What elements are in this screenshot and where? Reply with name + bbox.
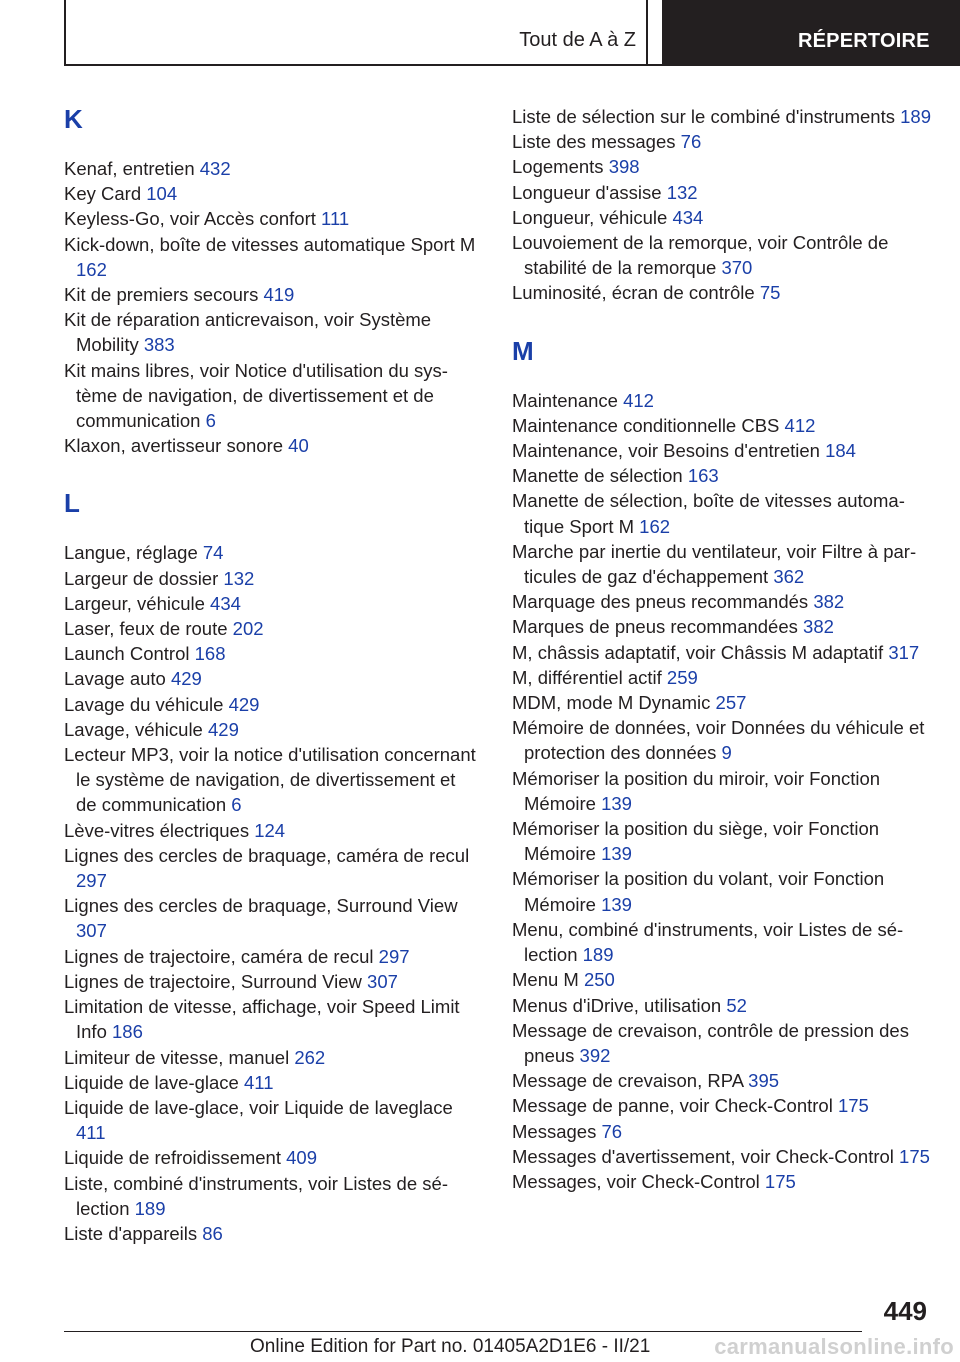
- index-entry-text: Liquide de refroidissement: [64, 1147, 281, 1169]
- index-entry-text: Lève-vitres électriques: [64, 819, 250, 841]
- index-entry: [512, 205, 932, 230]
- page-link[interactable]: 429: [228, 693, 260, 715]
- index-entry-text: Mémoriser la position du volant, voir Fonction Mémoire: [512, 868, 885, 915]
- watermark-logo: carmanualsonline.info: [714, 1334, 954, 1359]
- index-column-left: [64, 104, 478, 1246]
- index-entry-text: Liste des messages: [512, 131, 676, 153]
- index-entry-text: Marques de pneus recommandées: [512, 616, 798, 638]
- index-entry: [64, 818, 478, 843]
- page-link[interactable]: 139: [601, 792, 632, 814]
- index-entry-text: Lignes de trajectoire, Surround View: [64, 970, 362, 992]
- index-entry-text: Longueur, véhicule: [512, 206, 668, 228]
- index-entry-text: Marquage des pneus recommandés: [512, 591, 809, 613]
- index-entry: [64, 843, 478, 893]
- index-entry: [512, 715, 932, 765]
- section-letter-k: K: [64, 104, 83, 134]
- index-entry-text: Liste d'appareils: [64, 1222, 198, 1244]
- page-link[interactable]: 162: [639, 515, 671, 537]
- tab-repertoire[interactable]: RÉPERTOIRE: [662, 0, 960, 66]
- page-link[interactable]: 317: [888, 641, 920, 663]
- index-entry-text: Messages: [512, 1120, 597, 1142]
- page-link[interactable]: 111: [321, 208, 350, 230]
- index-entry-text: Liste, combiné d'instruments, voir Listes de sélection: [64, 1172, 448, 1219]
- index-entry: [512, 154, 932, 179]
- page-link[interactable]: 382: [813, 591, 845, 613]
- index-entry: [64, 1145, 478, 1170]
- page-link[interactable]: 132: [666, 181, 698, 203]
- index-entry: [512, 967, 932, 992]
- index-entry-text: MDM, mode M Dynamic: [512, 692, 711, 714]
- index-entry: [512, 104, 932, 129]
- index-entry: [64, 156, 478, 181]
- index-entry: [64, 944, 478, 969]
- page-link[interactable]: 370: [721, 257, 753, 279]
- page-link[interactable]: 74: [202, 542, 224, 564]
- index-entry: [512, 129, 932, 154]
- index-entry-text: M, châssis adaptatif, voir Châssis M adaptatif: [512, 641, 884, 663]
- index-entry: [64, 181, 478, 206]
- index-entry: [512, 614, 932, 639]
- index-entry: [512, 917, 932, 967]
- index-entry-text: Lavage du véhicule: [64, 693, 224, 715]
- index-entry: [64, 433, 478, 458]
- index-entry-text: Liquide de lave-glace, voir Liquide de laveglace: [64, 1096, 453, 1118]
- index-entry: [512, 1119, 932, 1144]
- page-link[interactable]: 383: [143, 334, 175, 356]
- index-entry-text: Maintenance conditionnelle CBS: [512, 414, 780, 436]
- page-link[interactable]: 124: [254, 819, 286, 841]
- index-entry: [512, 1144, 932, 1169]
- index-entry: [64, 206, 478, 231]
- index-entry-text: Manette de sélection, boîte de vitesses automatique Sport M: [512, 490, 905, 537]
- index-entry-text: Liquide de lave-glace: [64, 1071, 239, 1093]
- index-entry: [64, 282, 478, 307]
- index-entry: [512, 665, 932, 690]
- index-entry-text: Mémoriser la position du siège, voir Fonction Mémoire: [512, 818, 880, 865]
- page-link[interactable]: 412: [784, 414, 816, 436]
- index-entry-text: Manette de sélection: [512, 465, 683, 487]
- index-entry: [512, 1093, 932, 1118]
- index-entry-text: Kick-down, boîte de vitesses automatique Sport M: [64, 233, 476, 255]
- index-entry: [64, 566, 478, 591]
- index-entry-text: Mémoriser la position du miroir, voir Fonction Mémoire: [512, 767, 881, 814]
- index-entry-text: Launch Control: [64, 643, 190, 665]
- page-link[interactable]: 250: [583, 969, 615, 991]
- page-number: 449: [883, 1296, 927, 1326]
- index-entry: [512, 1068, 932, 1093]
- index-entry: [512, 1018, 932, 1068]
- index-entry: [512, 816, 932, 866]
- page-link[interactable]: 429: [170, 668, 202, 690]
- page-link[interactable]: 76: [601, 1120, 623, 1142]
- index-entry: [64, 742, 478, 818]
- page-link[interactable]: 419: [263, 284, 295, 306]
- index-entry-text: Kenaf, entretien: [64, 158, 195, 179]
- index-entry-text: Menu M: [512, 969, 579, 991]
- page-link[interactable]: 139: [601, 893, 632, 915]
- page-link[interactable]: 139: [601, 843, 632, 865]
- page-link[interactable]: 168: [194, 643, 226, 665]
- page-link[interactable]: 411: [244, 1071, 274, 1093]
- page-link[interactable]: 184: [825, 440, 856, 462]
- edition-info: Online Edition for Part no. 01405A2D1E6 - II/21: [250, 1336, 651, 1357]
- index-entry-text: Logements: [512, 156, 604, 178]
- index-entry: [64, 1095, 478, 1145]
- section-letter-m: M: [512, 335, 534, 366]
- index-entry: [512, 690, 932, 715]
- index-entry-text: Lavage auto: [64, 668, 166, 690]
- page-link[interactable]: 297: [378, 945, 410, 967]
- page-link[interactable]: 412: [623, 389, 654, 411]
- index-entry-text: Messages, voir Check-Control: [512, 1170, 760, 1192]
- index-entry-text: Menus d'iDrive, utilisation: [512, 994, 722, 1016]
- tab-tout-de-a-a-z[interactable]: Tout de A à Z: [519, 29, 636, 51]
- page-link[interactable]: 162: [76, 258, 107, 280]
- page-link[interactable]: 75: [759, 282, 781, 304]
- index-entry: [512, 1169, 932, 1194]
- index-entry: [64, 1045, 478, 1070]
- index-entry-text: Keyless-Go, voir Accès confort: [64, 208, 316, 230]
- page-link[interactable]: 307: [76, 920, 107, 942]
- header-divider: [64, 64, 960, 66]
- index-entry: [64, 692, 478, 717]
- page-link[interactable]: 104: [146, 183, 178, 205]
- page-link[interactable]: 382: [803, 616, 834, 638]
- index-entry: [64, 641, 478, 666]
- index-entry-text: Maintenance: [512, 389, 618, 411]
- index-entry-text: Message de crevaison, contrôle de pression des pneus: [512, 1019, 909, 1066]
- index-entry-text: Langue, réglage: [64, 542, 198, 564]
- index-entry: [512, 539, 932, 589]
- index-entry-text: Menu, combiné d'instruments, voir Listes de sélection: [512, 918, 904, 966]
- index-entry-text: Liste de sélection sur le combiné d'instruments: [512, 106, 895, 127]
- index-entry-text: Limitation de vitesse, affichage, voir Speed Limit Info: [64, 996, 460, 1043]
- index-entry-text: Mémoire de données, voir Données du véhicule et protection des données: [512, 717, 925, 764]
- index-entry-text: Message de crevaison, RPA: [512, 1070, 744, 1092]
- page-link[interactable]: 40: [288, 435, 309, 457]
- index-entry-text: Lavage, véhicule: [64, 718, 203, 740]
- index-entry: [64, 591, 478, 616]
- page-link[interactable]: 163: [687, 465, 719, 487]
- page-link[interactable]: 175: [899, 1145, 930, 1167]
- index-entry: [512, 589, 932, 614]
- index-entry-text: Longueur d'assise: [512, 181, 662, 203]
- page-link[interactable]: 189: [134, 1197, 166, 1219]
- index-entry-text: Limiteur de vitesse, manuel: [64, 1046, 290, 1068]
- index-entry-text: Largeur de dossier: [64, 567, 219, 589]
- page-link[interactable]: 132: [223, 567, 255, 589]
- page-link[interactable]: 434: [672, 206, 704, 228]
- index-entry: [512, 438, 932, 463]
- page-link[interactable]: 262: [294, 1046, 326, 1068]
- index-entry: [512, 766, 932, 816]
- page-link[interactable]: 52: [726, 994, 747, 1016]
- index-entry-text: Largeur, véhicule: [64, 592, 205, 614]
- page-link[interactable]: 297: [76, 870, 107, 892]
- index-entry: [64, 717, 478, 742]
- section-letter-l: L: [64, 488, 80, 519]
- index-entry: [512, 866, 932, 916]
- index-entry: [512, 388, 932, 413]
- index-entry: [512, 180, 932, 205]
- page-link[interactable]: 411: [76, 1122, 106, 1144]
- index-entry: [512, 413, 932, 438]
- page-link[interactable]: 189: [900, 106, 931, 127]
- page-link[interactable]: 362: [773, 566, 805, 588]
- page-link[interactable]: 6: [205, 410, 216, 432]
- index-entry: [512, 488, 932, 538]
- page-link[interactable]: 175: [764, 1170, 796, 1192]
- page-link[interactable]: 186: [112, 1021, 143, 1043]
- index-entry: [64, 1221, 478, 1246]
- page-link[interactable]: 202: [232, 618, 264, 640]
- page-link[interactable]: 307: [367, 970, 398, 992]
- index-entry: [512, 230, 932, 280]
- index-entry-text: Kit mains libres, voir Notice d'utilisation du système de navigation, de divertissement et de communication: [64, 359, 448, 432]
- page-link[interactable]: 76: [680, 131, 702, 153]
- index-entry-text: Marche par inertie du ventilateur, voir Filtre à particules de gaz d'échappement: [512, 540, 917, 588]
- index-entry: [64, 994, 478, 1044]
- index-entry-text: Klaxon, avertisseur sonore: [64, 435, 284, 457]
- index-entry: [64, 666, 478, 691]
- index-entry: [64, 1070, 478, 1095]
- index-column-right: [512, 104, 932, 1194]
- index-entry-text: Luminosité, écran de contrôle: [512, 282, 755, 304]
- index-entry-text: Lignes des cercles de braquage, Surround View: [64, 895, 458, 917]
- index-entry-text: Maintenance, voir Besoins d'entretien: [512, 440, 820, 462]
- index-entry: [64, 540, 478, 565]
- index-entry-text: Kit de premiers secours: [64, 284, 259, 306]
- page-link[interactable]: 257: [715, 692, 747, 714]
- index-entry-text: Laser, feux de route: [64, 618, 228, 640]
- index-entry: [64, 893, 478, 943]
- index-entry-text: Lignes des cercles de braquage, caméra de recul: [64, 844, 470, 866]
- page-link[interactable]: 392: [579, 1044, 611, 1066]
- page-link[interactable]: 9: [721, 742, 732, 764]
- index-entry: [64, 1171, 478, 1221]
- index-entry-text: Lecteur MP3, voir la notice d'utilisation concernant le système de navigation, de divertissement et de communication: [64, 744, 476, 816]
- page-link[interactable]: 429: [208, 718, 239, 740]
- page-link[interactable]: 86: [202, 1222, 223, 1244]
- page-link[interactable]: 432: [199, 158, 231, 179]
- index-entry-text: Kit de réparation anticrevaison, voir Système Mobility: [64, 309, 432, 356]
- page-link[interactable]: 259: [666, 666, 698, 688]
- index-entry: [64, 616, 478, 641]
- page-link[interactable]: 395: [748, 1070, 780, 1092]
- index-entry-text: Message de panne, voir Check-Control: [512, 1095, 833, 1117]
- index-entry: [512, 463, 932, 488]
- page-link[interactable]: 6: [231, 794, 242, 816]
- page-link[interactable]: 189: [582, 944, 614, 966]
- index-entry-text: Messages d'avertissement, voir Check-Control: [512, 1145, 894, 1167]
- page-link[interactable]: 398: [608, 156, 640, 178]
- index-entry: [64, 307, 478, 357]
- index-entry: [64, 358, 478, 434]
- index-entry-text: Key Card: [64, 183, 142, 205]
- page-link[interactable]: 175: [837, 1095, 869, 1117]
- index-entry: [64, 232, 478, 282]
- index-entry-text: Louvoiement de la remorque, voir Contrôle de stabilité de la remorque: [512, 232, 889, 279]
- footer-divider: [64, 1331, 862, 1332]
- index-entry-text: M, différentiel actif: [512, 666, 662, 688]
- index-entry: [512, 640, 932, 665]
- index-entry: [512, 993, 932, 1018]
- page-link[interactable]: 434: [210, 592, 241, 614]
- page-link[interactable]: 409: [286, 1147, 318, 1169]
- index-entry-text: Lignes de trajectoire, caméra de recul: [64, 945, 374, 967]
- index-entry: [64, 969, 478, 994]
- index-entry: [512, 280, 932, 305]
